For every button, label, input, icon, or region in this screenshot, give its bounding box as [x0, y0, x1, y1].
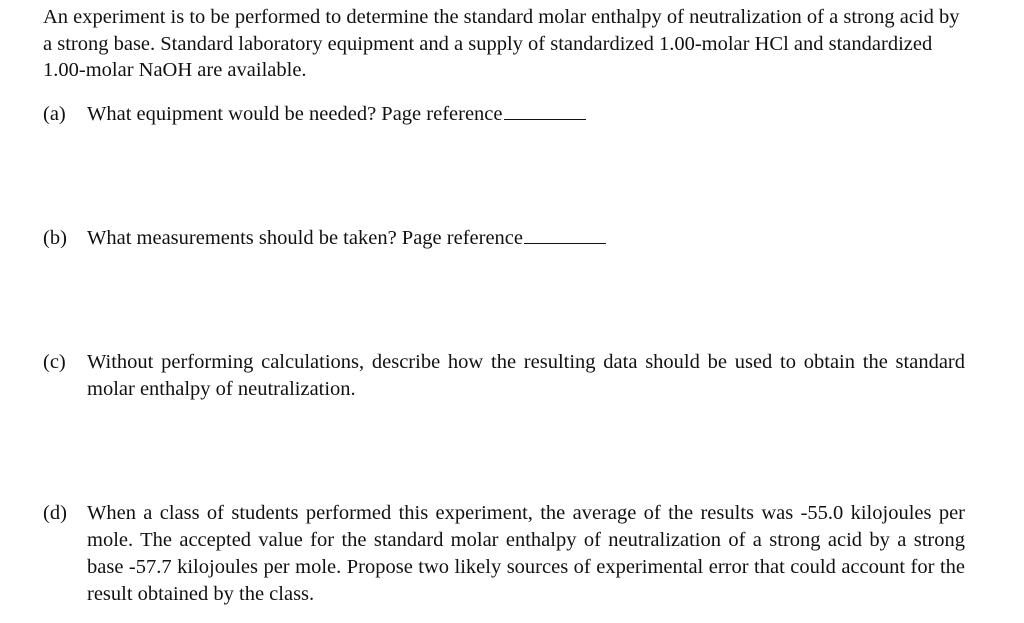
page-reference-blank-a	[504, 101, 586, 120]
question-d-text: When a class of students performed this experiment, the average of the results was -55.0 kilojoules per mole. The accepted value for the standard molar enthalpy of neutralization of a strong acid by a strong base -57.7 kilojoules per mole. Propose two likely sources of experimental error that could account for the result obtained by the class.	[87, 502, 965, 605]
question-d-label: (d)	[43, 502, 67, 524]
question-b	[43, 225, 973, 252]
question-b-body	[87, 225, 965, 252]
question-a-label: (a)	[43, 103, 66, 125]
question-b-label: (b)	[43, 227, 67, 249]
question-a-text: What equipment would be needed? Page reference	[87, 103, 503, 125]
question-c-label: (c)	[43, 351, 66, 373]
question-c	[43, 349, 973, 403]
question-a-body	[87, 101, 965, 128]
question-b-text: What measurements should be taken? Page reference	[87, 227, 523, 249]
page-reference-blank-b	[524, 225, 606, 244]
question-a	[43, 101, 973, 128]
intro-paragraph: An experiment is to be performed to determine the standard molar enthalpy of neutralization of a strong acid by a strong base. Standard laboratory equipment and a supply of standardized 1.00-molar HCl and standardized 1.00-molar NaOH are available.	[43, 6, 960, 81]
question-c-text: Without performing calculations, describe how the resulting data should be used to obtain the standard molar enthalpy of neutralization.	[87, 351, 965, 400]
question-d	[43, 500, 973, 608]
